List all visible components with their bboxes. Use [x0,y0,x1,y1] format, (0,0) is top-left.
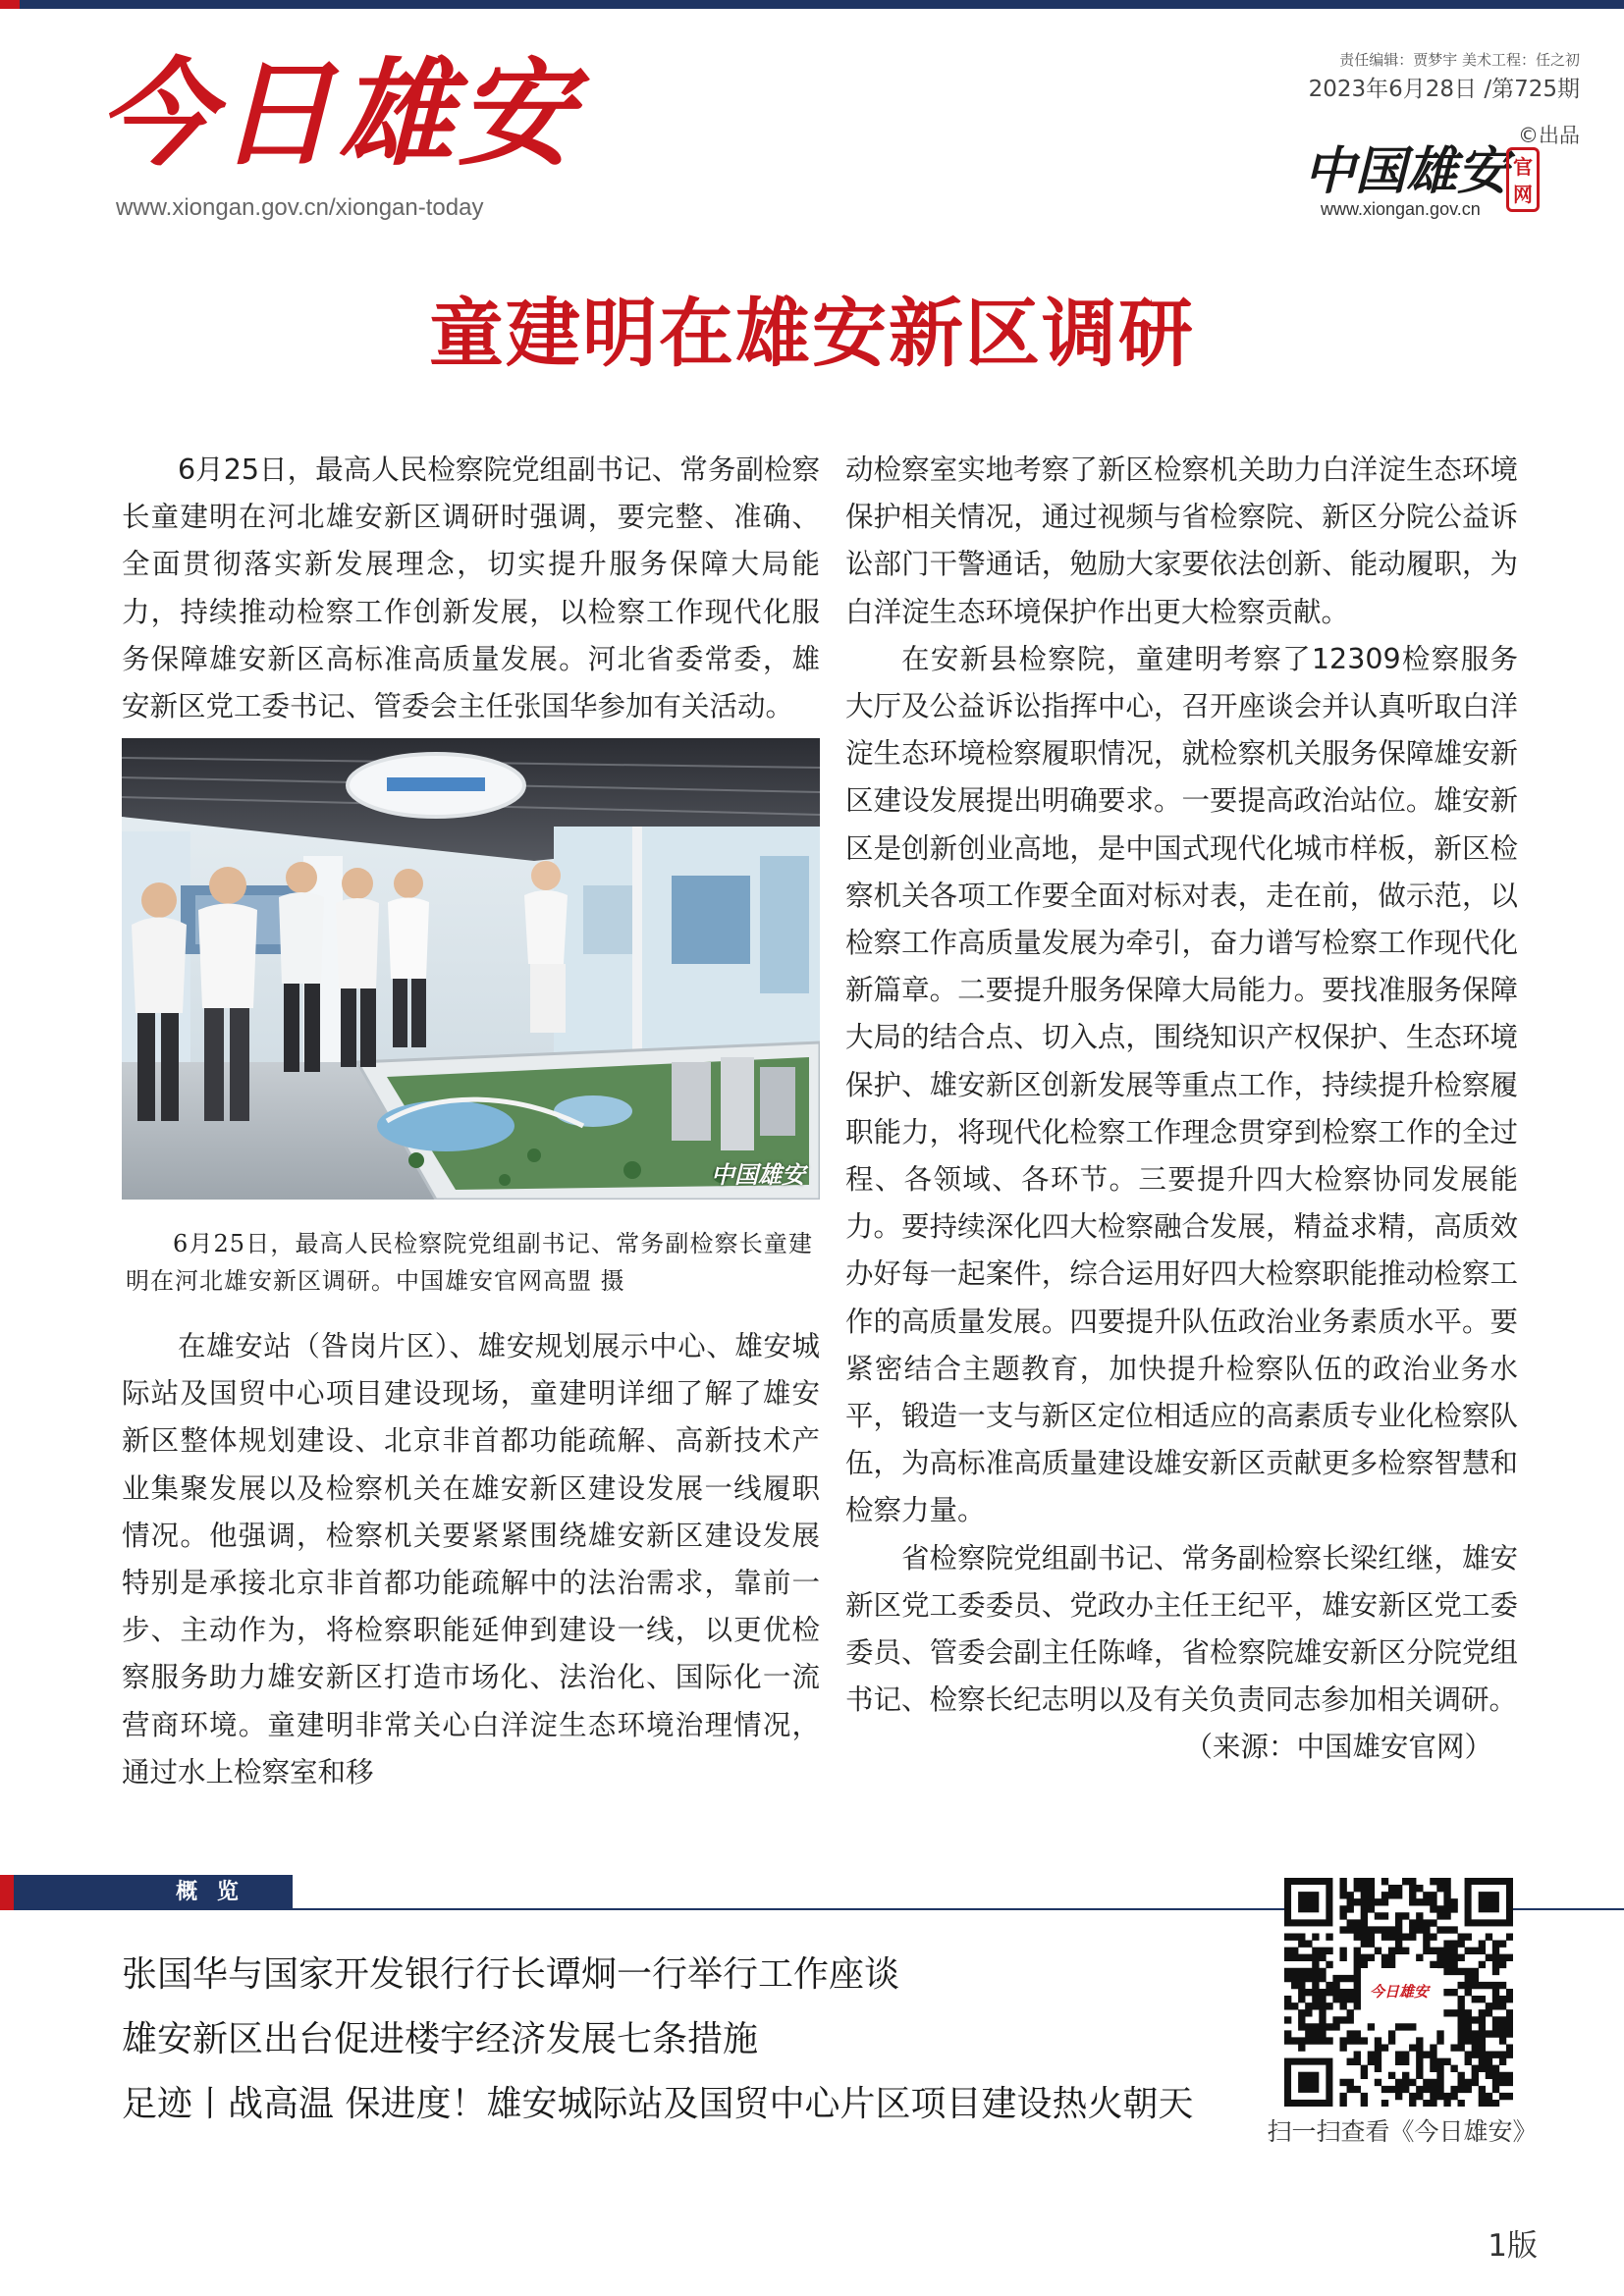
article-column-right [845,447,1518,1772]
paragraph-continued: 动检察室实地考察了新区检察机关助力白洋淀生态环境保护相关情况，通过视频与省检察院、新区分院公益诉讼部门干警通话，勉励大家要依法创新、能动履职，为白洋淀生态环境保护作出更大检察贡献。 [845,454,1518,628]
paragraph: 省检察院党组副书记、常务副检察长梁红继，雄安新区党工委委员、党政办主任王纪平，雄安新区党工委委员、管委会副主任陈峰，省检察院雄安新区分院党组书记、检察长纪志明以及有关负责同志参加相关调研。 [845,1541,1518,1717]
qr-caption: 扫一扫查看《今日雄安》 [1267,2117,1538,2146]
top-bar-accent [0,0,20,9]
qr-finder-0 [1284,1878,1332,1926]
brand-url[interactable]: www.xiongan.gov.cn [1321,199,1481,219]
producer-mark: ©出品 [1518,124,1580,147]
article-source: （来源：中国雄安官网） [1184,1731,1492,1764]
paragraph: 6月25日，最高人民检察院党组副书记、常务副检察长童建明在河北雄安新区调研时强调，要完整、准确、全面贯彻落实新发展理念，切实提升服务保障大局能力，持续推动检察工作创新发展，以检察工作现代化服务保障雄安新区高标准高质量发展。河北省委常委，雄安新区党工委书记、管委会主任张国华参加有关活动。 [122,454,820,723]
qr-finder-1 [1465,1878,1513,1926]
qr-code[interactable] [1284,1878,1513,2107]
paragraph: 在雄安站（昝岗片区）、雄安规划展示中心、雄安城际站及国贸中心项目建设现场，童建明详细了解了雄安新区整体规划建设、北京非首都功能疏解、高新技术产业集聚发展以及检察机关在雄安新区建设发展一线履职情况。他强调，检察机关要紧紧围绕雄安新区建设发展特别是承接北京非首都功能疏解中的法治需求，靠前一步、主动作为，将检察职能延伸到建设一线，以更优检察服务助力雄安新区打造市场化、法治化、国际化一流营商环境。童建明非常关心白洋淀生态环境治理情况，通过水上检察室和移 [122,1330,820,1789]
paragraph: 在安新县检察院，童建明考察了12309检察服务大厅及公益诉讼指挥中心，召开座谈会并认真听取白洋淀生态环境检察履职情况，就检察机关服务保障雄安新区建设发展提出明确要求。一要提高政治站位。雄安新区是创新创业高地，是中国式现代化城市样板，新区检察机关各项工作要全面对标对表，走在前，做示范，以检察工作高质量发展为牵引，奋力谱写检察工作现代化新篇章。二要提升服务保障大局能力。要找准服务保障大局的结合点、切入点，围绕知识产权保护、生态环境保护、雄安新区创新发展等重点工作，持续提升检察履职能力，将现代化检察工作理念贯穿到检察工作的全过程、各领域、各环节。三要提升四大检察协同发展能力。要持续深化四大检察融合发展，精益求精，高质效办好每一起案件，综合运用好四大检察职能推动检察工作的高质量发展。四要提升队伍政治业务素质水平。要紧密结合主题教育，加快提升检察队伍的政治业务水平，锻造一支与新区定位相适应的高素质专业化检察队伍，为高标准高质量建设雄安新区贡献更多检察智慧和检察力量。 [845,642,1518,1527]
overview-header [0,1875,293,1910]
photo-watermark: 中国雄安 [711,1160,805,1189]
article-column-left-bottom [122,1323,820,1796]
overview-item[interactable]: 足迹丨战高温 保进度！雄安城际站及国贸中心片区项目建设热火朝天 [122,2084,1194,2124]
overview-item[interactable]: 雄安新区出台促进楼宇经济发展七条措施 [122,2019,759,2059]
brand-logo: 中国雄安 [1304,141,1509,201]
masthead-url[interactable]: www.xiongan.gov.cn/xiongan-today [116,194,484,221]
page-number: 1版 [1488,2228,1538,2264]
photo-caption [126,1225,813,1300]
qr-center-logo: 今日雄安 [1361,1968,1437,2015]
article-headline: 童建明在雄安新区调研 [429,290,1195,377]
masthead-title: 今日雄安 [98,45,578,182]
photo-illustration [122,738,820,1200]
overview-item[interactable]: 张国华与国家开发银行行长谭炯一行举行工作座谈 [122,1954,900,1995]
qr-finder-2 [1284,2058,1332,2107]
issue-date: 2023年6月28日 /第725期 [1308,77,1580,102]
caption-text: 6月25日，最高人民检察院党组副书记、常务副检察长童建明在河北雄安新区调研。中国雄安官网高盟 摄 [126,1230,813,1295]
brand-seal: 官网 [1506,147,1540,212]
overview-label: 概 览 [176,1880,244,1904]
article-photo [122,738,820,1200]
editor-credits: 责任编辑：贾梦宇 美术工程：任之初 [1339,51,1580,69]
top-bar [0,0,1624,9]
article-column-left-top [122,447,820,730]
